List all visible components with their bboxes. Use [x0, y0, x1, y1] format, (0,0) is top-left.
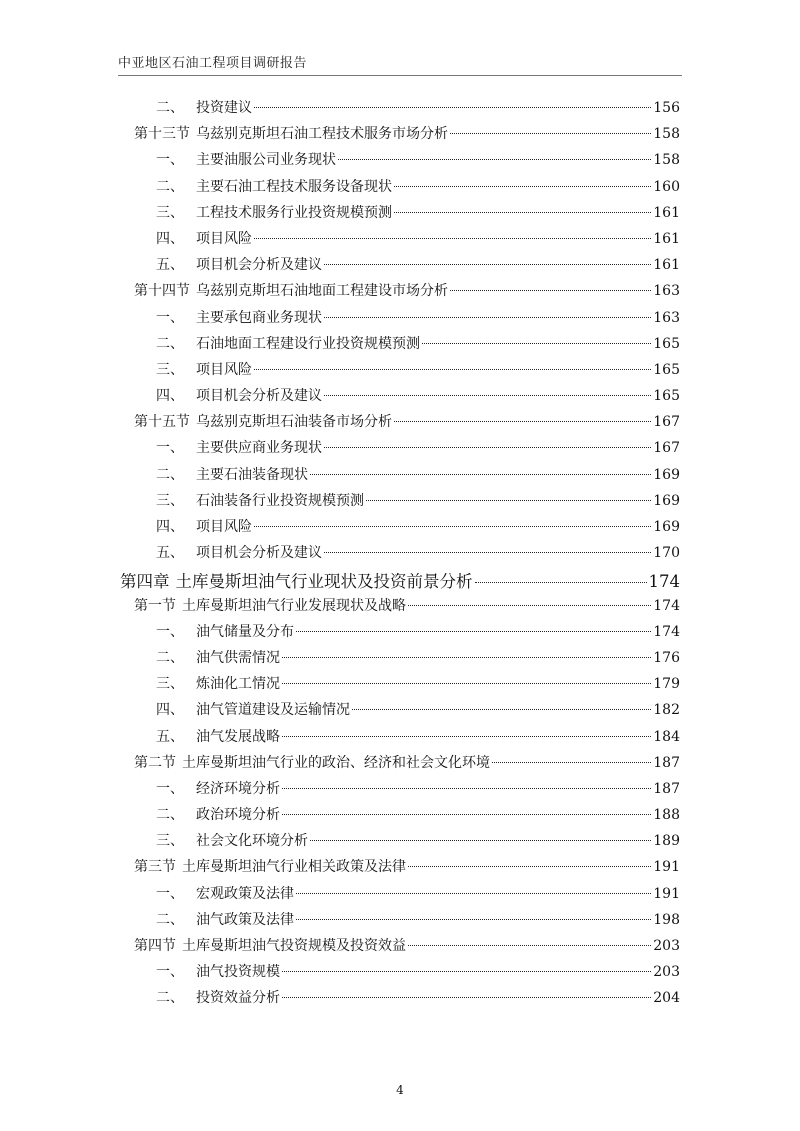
toc-entry-page: 165 — [653, 335, 680, 352]
toc-entry[interactable] — [120, 307, 680, 333]
dot-leader — [254, 238, 651, 239]
toc-entry-number: 第四节 — [134, 938, 176, 954]
toc-entry-page: 169 — [653, 492, 680, 509]
toc-entry-title: 乌兹别克斯坦石油地面工程建设市场分析 — [196, 283, 448, 300]
toc-entry-page: 167 — [653, 414, 680, 431]
toc-entry-page: 191 — [653, 885, 680, 902]
toc-entry-number: 二、 — [156, 649, 184, 666]
toc-entry-number: 二、 — [156, 911, 184, 928]
table-of-contents — [120, 97, 680, 1014]
toc-entry-page: 174 — [653, 597, 680, 614]
dot-leader — [394, 421, 651, 422]
toc-entry[interactable] — [120, 176, 680, 202]
toc-entry[interactable] — [120, 280, 680, 306]
dot-leader — [282, 814, 651, 815]
toc-entry-number: 一、 — [156, 780, 184, 797]
toc-entry[interactable] — [120, 830, 680, 856]
toc-entry-title: 项目风险 — [196, 361, 252, 378]
header-rule — [118, 75, 682, 76]
toc-entry-page: 163 — [653, 309, 680, 326]
dot-leader — [324, 264, 651, 265]
dot-leader — [338, 159, 651, 160]
toc-entry-number: 三、 — [156, 204, 184, 221]
toc-entry[interactable] — [120, 254, 680, 280]
toc-entry[interactable] — [120, 385, 680, 411]
toc-entry-number: 一、 — [156, 152, 184, 169]
toc-entry-page: 158 — [653, 126, 680, 143]
toc-entry-page: 182 — [653, 702, 680, 719]
dot-leader — [394, 212, 651, 213]
toc-entry-page: 187 — [653, 754, 680, 771]
toc-entry[interactable] — [120, 856, 680, 882]
toc-entry-title: 油气政策及法律 — [196, 911, 294, 928]
dot-leader — [254, 107, 651, 108]
toc-entry[interactable] — [120, 333, 680, 359]
toc-entry-title: 油气储量及分布 — [196, 623, 294, 640]
toc-entry-page: 167 — [653, 440, 680, 457]
toc-entry[interactable] — [120, 673, 680, 699]
toc-entry[interactable] — [120, 726, 680, 752]
toc-entry[interactable] — [120, 359, 680, 385]
toc-entry-page: 203 — [653, 938, 680, 954]
toc-entry-number: 四、 — [156, 388, 184, 405]
toc-entry-title: 石油装备行业投资规模预测 — [196, 492, 364, 509]
toc-entry[interactable] — [120, 752, 680, 778]
dot-leader — [296, 919, 651, 920]
toc-entry[interactable] — [120, 202, 680, 228]
toc-entry[interactable] — [120, 804, 680, 830]
toc-entry[interactable] — [120, 490, 680, 516]
toc-entry[interactable] — [120, 883, 680, 909]
toc-entry-page: 161 — [653, 257, 680, 274]
toc-entry-title: 项目机会分析及建议 — [196, 388, 322, 405]
toc-entry-title: 油气发展战略 — [196, 728, 280, 745]
toc-entry[interactable] — [120, 464, 680, 490]
toc-entry[interactable] — [120, 778, 680, 804]
dot-leader — [310, 474, 651, 475]
toc-entry-number: 二、 — [156, 100, 184, 116]
toc-entry-number: 三、 — [156, 492, 184, 509]
toc-entry-page: 187 — [653, 780, 680, 797]
toc-entry-page: 169 — [653, 466, 680, 483]
toc-entry-title: 油气管道建设及运输情况 — [196, 702, 350, 719]
toc-entry-title: 项目机会分析及建议 — [196, 545, 322, 562]
toc-entry-number: 一、 — [156, 964, 184, 981]
toc-entry-title: 石油地面工程建设行业投资规模预测 — [196, 335, 420, 352]
dot-leader — [408, 605, 651, 606]
running-header: 中亚地区石油工程项目调研报告 — [118, 56, 308, 71]
toc-entry[interactable] — [120, 123, 680, 149]
toc-entry-title: 工程技术服务行业投资规模预测 — [196, 204, 392, 221]
dot-leader — [324, 447, 651, 448]
toc-entry-title: 项目机会分析及建议 — [196, 257, 322, 274]
toc-entry-page: 176 — [653, 649, 680, 666]
toc-entry-title: 社会文化环境分析 — [196, 833, 308, 850]
dot-leader — [475, 582, 647, 583]
toc-entry[interactable] — [120, 149, 680, 175]
toc-entry[interactable] — [120, 595, 680, 621]
toc-entry-number: 四、 — [156, 230, 184, 247]
dot-leader — [450, 290, 651, 291]
dot-leader — [324, 552, 651, 553]
toc-entry-page: 169 — [653, 519, 680, 535]
toc-entry[interactable] — [120, 961, 680, 987]
toc-entry-title: 宏观政策及法律 — [196, 885, 294, 902]
toc-entry-number: 一、 — [156, 885, 184, 902]
toc-entry[interactable] — [120, 987, 680, 1013]
toc-entry-title: 油气投资规模 — [196, 964, 280, 981]
toc-entry-number: 二、 — [156, 178, 184, 195]
toc-entry-number: 第二节 — [134, 754, 176, 771]
toc-entry-page: 156 — [653, 100, 680, 116]
toc-entry-title: 项目风险 — [196, 230, 252, 247]
toc-entry-number: 三、 — [156, 361, 184, 378]
toc-entry[interactable] — [120, 621, 680, 647]
toc-entry-page: 204 — [653, 990, 680, 1007]
toc-entry-title: 经济环境分析 — [196, 780, 280, 797]
toc-entry-number: 三、 — [156, 676, 184, 693]
toc-entry-page: 188 — [653, 807, 680, 824]
toc-entry[interactable] — [120, 437, 680, 463]
toc-entry-number: 第一节 — [134, 597, 176, 614]
toc-entry-title: 政治环境分析 — [196, 807, 280, 824]
toc-entry-page: 165 — [653, 361, 680, 378]
toc-entry[interactable] — [120, 97, 680, 123]
dot-leader — [282, 788, 651, 789]
toc-entry-page: 158 — [653, 152, 680, 169]
toc-entry-title: 投资效益分析 — [196, 990, 280, 1007]
toc-entry-number: 一、 — [156, 440, 184, 457]
toc-entry-title: 投资建议 — [196, 100, 252, 116]
toc-entry-title: 乌兹别克斯坦石油装备市场分析 — [196, 414, 392, 431]
dot-leader — [254, 526, 651, 527]
toc-entry-number: 二、 — [156, 466, 184, 483]
toc-entry-number: 二、 — [156, 990, 184, 1007]
toc-entry-title: 土库曼斯坦油气行业发展现状及战略 — [182, 597, 406, 614]
toc-entry[interactable] — [120, 909, 680, 935]
dot-leader — [450, 133, 651, 134]
toc-entry[interactable] — [120, 516, 680, 542]
toc-entry[interactable] — [120, 411, 680, 437]
toc-entry-page: 174 — [653, 623, 680, 640]
toc-entry[interactable] — [120, 228, 680, 254]
toc-entry-page: 203 — [653, 964, 680, 981]
dot-leader — [310, 840, 651, 841]
dot-leader — [254, 369, 651, 370]
toc-entry-title: 土库曼斯坦油气投资规模及投资效益 — [182, 938, 406, 954]
dot-leader — [394, 186, 651, 187]
toc-entry-number: 三、 — [156, 833, 184, 850]
toc-entry-number: 第十三节 — [134, 126, 190, 143]
toc-entry-page: 191 — [653, 859, 680, 876]
toc-entry-page: 160 — [653, 178, 680, 195]
toc-entry-number: 二、 — [156, 335, 184, 352]
dot-leader — [366, 500, 651, 501]
toc-entry-number: 四、 — [156, 519, 184, 535]
toc-entry-number: 四、 — [156, 702, 184, 719]
toc-entry-page: 165 — [653, 388, 680, 405]
dot-leader — [408, 866, 651, 867]
toc-entry-title: 土库曼斯坦油气行业的政治、经济和社会文化环境 — [182, 754, 490, 771]
dot-leader — [296, 893, 651, 894]
dot-leader — [296, 631, 651, 632]
toc-entry-page: 174 — [648, 572, 680, 592]
dot-leader — [282, 657, 651, 658]
toc-entry-page: 179 — [653, 676, 680, 693]
toc-entry-page: 163 — [653, 283, 680, 300]
dot-leader — [282, 736, 651, 737]
toc-entry-page: 184 — [653, 728, 680, 745]
toc-entry-title: 乌兹别克斯坦石油工程技术服务市场分析 — [196, 126, 448, 143]
toc-entry-title: 土库曼斯坦油气行业相关政策及法律 — [182, 859, 406, 876]
toc-entry-page: 198 — [653, 911, 680, 928]
toc-entry-number: 一、 — [156, 309, 184, 326]
page-number: 4 — [396, 1083, 404, 1097]
toc-entry[interactable] — [120, 568, 680, 594]
dot-leader — [352, 709, 651, 710]
dot-leader — [324, 395, 651, 396]
dot-leader — [282, 997, 651, 998]
toc-entry-number: 五、 — [156, 728, 184, 745]
toc-entry[interactable] — [120, 935, 680, 961]
toc-entry[interactable] — [120, 542, 680, 568]
toc-entry-title: 主要供应商业务现状 — [196, 440, 322, 457]
dot-leader — [282, 683, 651, 684]
toc-entry-number: 一、 — [156, 623, 184, 640]
dot-leader — [282, 971, 651, 972]
toc-entry-page: 161 — [653, 204, 680, 221]
toc-entry-title: 炼油化工情况 — [196, 676, 280, 693]
dot-leader — [422, 343, 651, 344]
toc-entry-title: 主要承包商业务现状 — [196, 309, 322, 326]
toc-entry-title: 油气供需情况 — [196, 649, 280, 666]
toc-entry-number: 第四章 — [120, 572, 170, 592]
toc-entry-page: 170 — [653, 545, 680, 562]
toc-entry[interactable] — [120, 699, 680, 725]
toc-entry-number: 第十五节 — [134, 414, 190, 431]
toc-entry-title: 主要油服公司业务现状 — [196, 152, 336, 169]
dot-leader — [324, 317, 651, 318]
toc-entry-number: 五、 — [156, 257, 184, 274]
toc-entry-page: 189 — [653, 833, 680, 850]
toc-entry-page: 161 — [653, 230, 680, 247]
dot-leader — [492, 762, 651, 763]
toc-entry-title: 土库曼斯坦油气行业现状及投资前景分析 — [175, 572, 473, 592]
toc-entry-number: 五、 — [156, 545, 184, 562]
toc-entry-number: 二、 — [156, 807, 184, 824]
toc-entry-title: 主要石油装备现状 — [196, 466, 308, 483]
dot-leader — [408, 945, 651, 946]
toc-entry-title: 项目风险 — [196, 519, 252, 535]
toc-entry-number: 第三节 — [134, 859, 176, 876]
toc-entry-title: 主要石油工程技术服务设备现状 — [196, 178, 392, 195]
toc-entry[interactable] — [120, 647, 680, 673]
toc-entry-number: 第十四节 — [134, 283, 190, 300]
